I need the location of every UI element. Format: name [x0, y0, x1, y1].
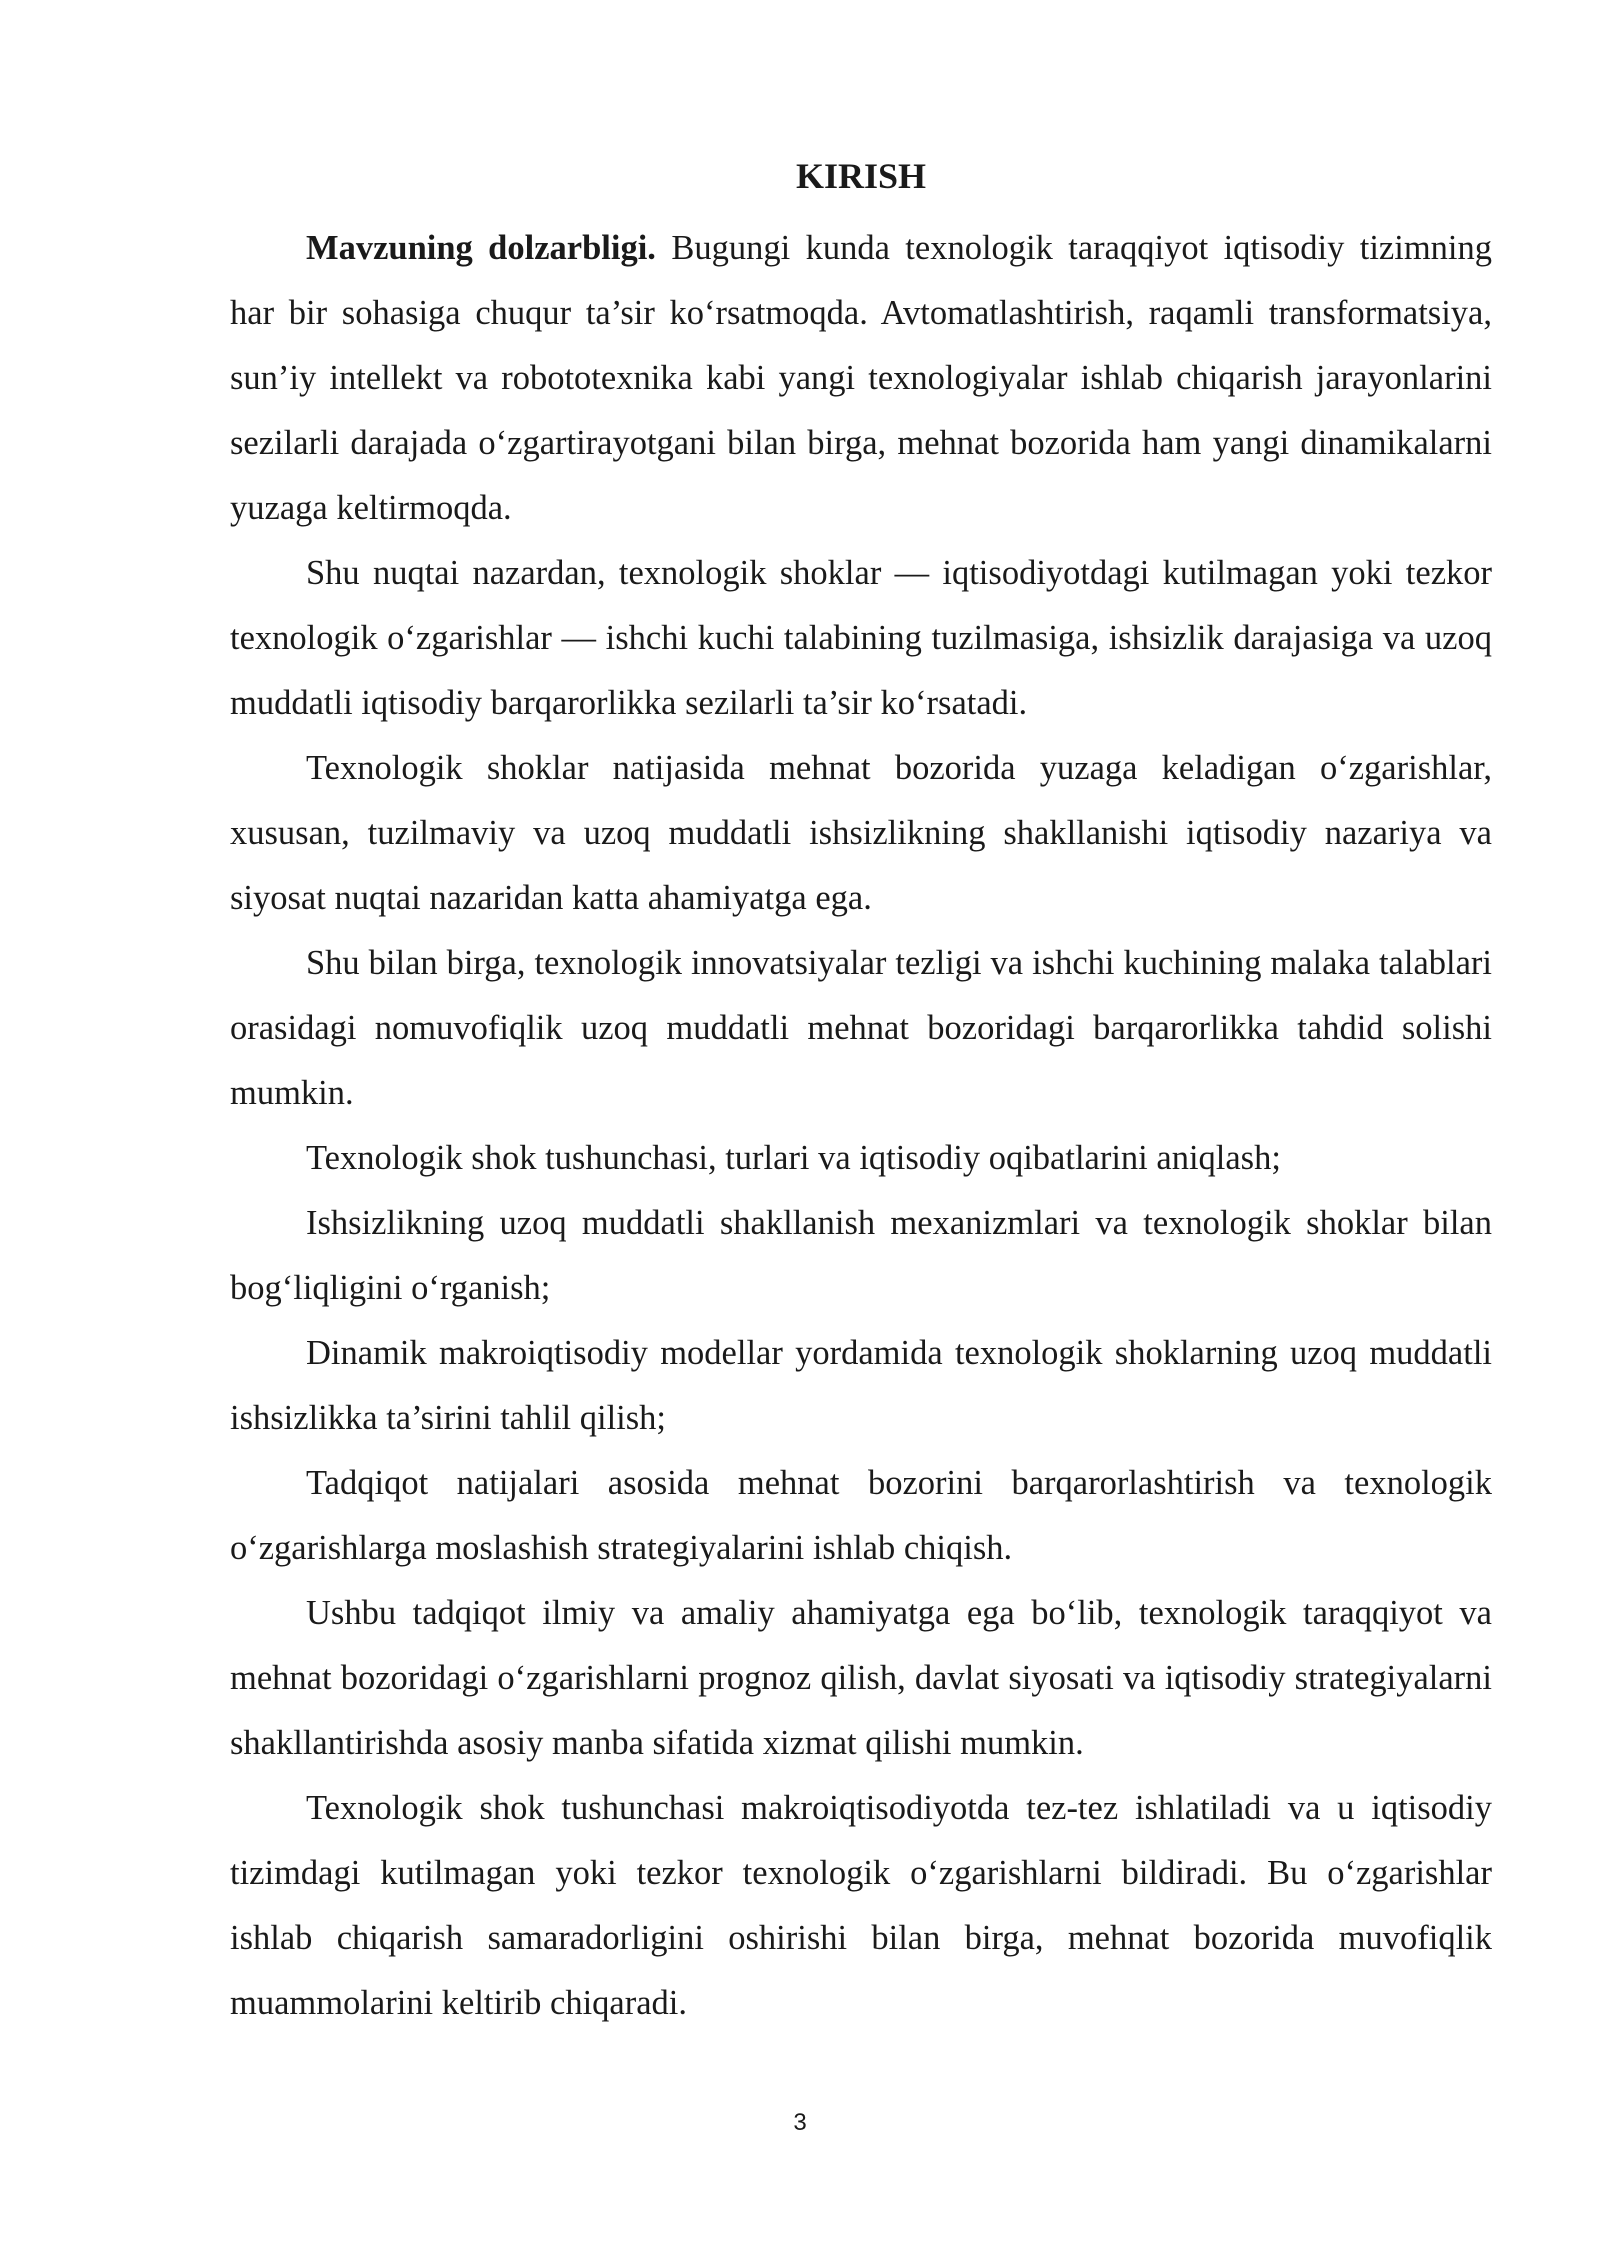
paragraph: Shu nuqtai nazardan, texnologik shoklar — iqtisodiyotdagi kutilmagan yoki tezkor texnologik oʻzgarishlar — ishchi kuchi talabining tuzilmasiga, ishsizlik darajasiga va uzoq muddatli iqtisodiy barqarorlikka sezilarli ta’sir koʻrsatadi. — [230, 554, 1492, 722]
body-text — [230, 150, 1492, 2036]
paragraph-lead: Mavzuning dolzarbligi. — [306, 229, 656, 267]
paragraph-relevance — [230, 216, 1492, 541]
paragraph: Shu bilan birga, texnologik innovatsiyalar tezligi va ishchi kuchining malaka talablari orasidagi nomuvofiqlik uzoq muddatli mehnat bozoridagi barqarorlikka tahdid solishi mumkin. — [230, 944, 1492, 1112]
section-heading: KIRISH — [795, 156, 927, 196]
task-item: Ishsizlikning uzoq muddatli shakllanish mexanizmlari va texnologik shoklar bilan bogʻliqligini oʻrganish; — [230, 1204, 1492, 1307]
paragraph-text: Bugungi kunda texnologik taraqqiyot iqtisodiy tizimning har bir sohasiga chuqur ta’sir koʻrsatmoqda. Avtomatlashtirish, raqamli transformatsiya, sun’iy intellekt va robototexnika kabi yangi texnologiyalar ishlab chiqarish jarayonlarini sezilarli darajada oʻzgartirayotgani bilan birga, mehnat bozorida ham yangi dinamikalarni yuzaga keltirmoqda. — [230, 229, 1492, 527]
task-item: Texnologik shok tushunchasi, turlari va iqtisodiy oqibatlarini aniqlash; — [306, 1139, 1281, 1177]
task-item: Tadqiqot natijalari asosida mehnat bozorini barqarorlashtirish va texnologik oʻzgarishlarga moslashish strategiyalarini ishlab chiqish. — [230, 1464, 1492, 1567]
page-number: 3 — [793, 2109, 807, 2136]
task-item: Dinamik makroiqtisodiy modellar yordamida texnologik shoklarning uzoq muddatli ishsizlikka ta’sirini tahlil qilish; — [230, 1334, 1492, 1437]
paragraph: Texnologik shoklar natijasida mehnat bozorida yuzaga keladigan oʻzgarishlar, xususan, tuzilmaviy va uzoq muddatli ishsizlikning shakllanishi iqtisodiy nazariya va siyosat nuqtai nazaridan katta ahamiyatga ega. — [230, 749, 1492, 917]
paragraph: Ushbu tadqiqot ilmiy va amaliy ahamiyatga ega boʻlib, texnologik taraqqiyot va mehnat bozoridagi oʻzgarishlarni prognoz qilish, davlat siyosati va iqtisodiy strategiyalarni shakllantirishda asosiy manba sifatida xizmat qilishi mumkin. — [230, 1594, 1492, 1762]
paragraph: Texnologik shok tushunchasi makroiqtisodiyotda tez-tez ishlatiladi va u iqtisodiy tizimdagi kutilmagan yoki tezkor texnologik oʻzgarishlarni bildiradi. Bu oʻzgarishlar ishlab chiqarish samaradorligini oshirishi bilan birga, mehnat bozorida muvofiqlik muammolarini keltirib chiqaradi. — [230, 1789, 1492, 2022]
